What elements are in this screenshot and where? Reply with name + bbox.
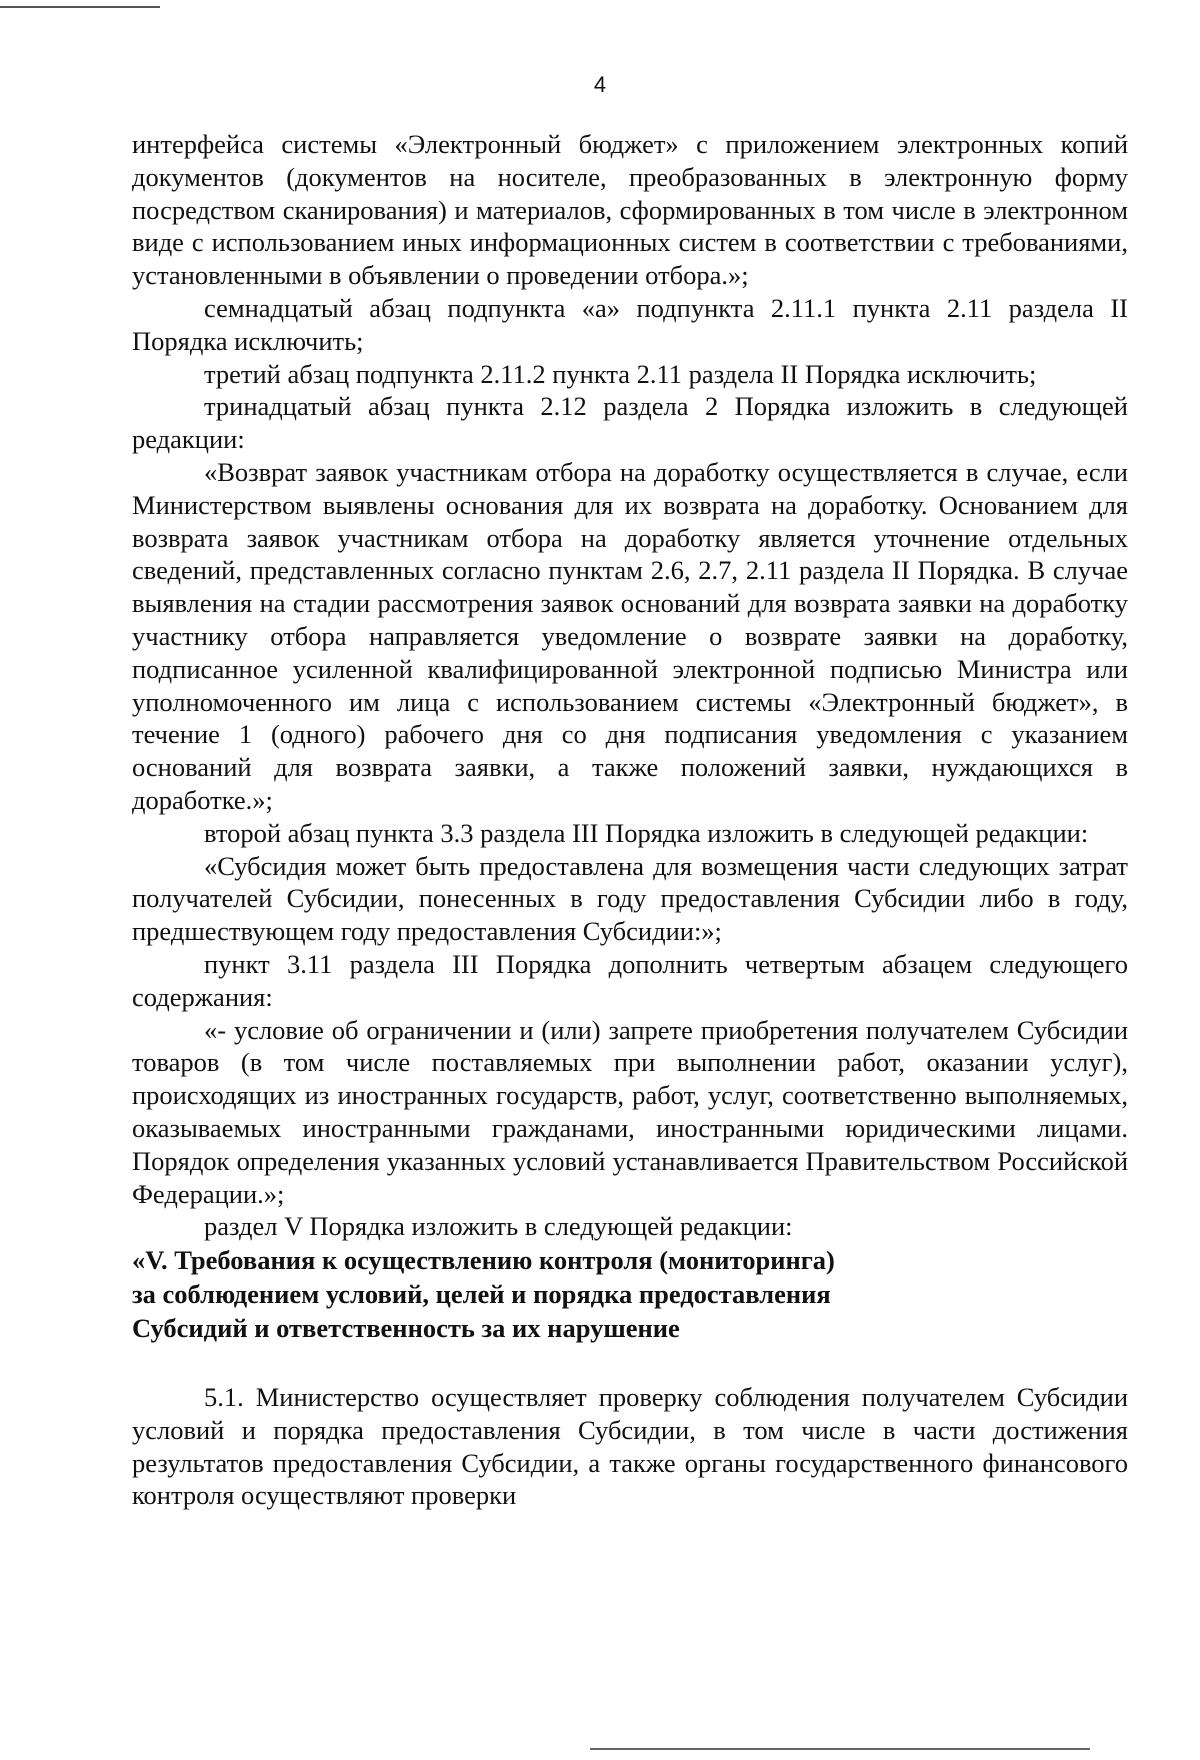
scan-artifact-bottom xyxy=(590,1748,1090,1750)
section-heading xyxy=(132,1243,1128,1345)
scan-artifact-top xyxy=(0,6,160,8)
paragraph: третий абзац подпункта 2.11.2 пункта 2.11 раздела II Порядка исключить; xyxy=(204,358,1037,389)
paragraph: «Возврат заявок участникам отбора на доработку осуществляется в случае, если Министерством выявлены основания для их возврата на доработку. Основанием для возврата заявок участникам отбора на доработку является уточнение отдельных сведений, представленных согласно пунктам 2.6, 2.7, 2.11 раздела II Порядка. В случае выявления на стадии рассмотрения заявок оснований для возврата заявки на доработку участнику отбора направляется уведомление о возврате заявки на доработку, подписанное усиленной квалифицированной электронной подписью Министра или уполномоченного им лица с использованием системы «Электронный бюджет», в течение 1 (одного) рабочего дня со дня подписания уведомления с указанием оснований для возврата заявки, а также положений заявки, нуждающихся в доработке.»; xyxy=(132,456,1128,815)
section-heading-line: Субсидий и ответственность за их нарушение xyxy=(132,1313,680,1344)
paragraph: «- условие об ограничении и (или) запрете приобретения получателем Субсидии товаров (в том числе поставляемых при выполнении работ, оказании услуг), происходящих из иностранных государств, работ, услуг, соответственно выполняемых, оказываемых иностранными гражданами, иностранными юридическими лицами. Порядок определения указанных условий устанавливается Правительством Российской Федерации.»; xyxy=(132,1014,1128,1209)
paragraph: пункт 3.11 раздела III Порядка дополнить четвертым абзацем следующего содержания: xyxy=(132,948,1128,1012)
paragraph-continuation: интерфейса системы «Электронный бюджет» с приложением электронных копий документов (документов на носителе, преобразованных в электронную форму посредством сканирования) и материалов, сформированных в том числе в электронном виде с использованием иных информационных систем в соответствии с требованиями, установленными в объявлении о проведении отбора.»; xyxy=(132,129,1128,291)
section-heading-line: «V. Требования к осуществлению контроля (мониторинга) xyxy=(132,1245,835,1276)
page-number: 4 xyxy=(593,72,607,97)
paragraph: второй абзац пункта 3.3 раздела III Порядка изложить в следующей редакции: xyxy=(204,817,1089,848)
paragraph: семнадцатый абзац подпункта «а» подпункта 2.11.1 пункта 2.11 раздела II Порядка исключить; xyxy=(132,292,1128,356)
paragraph: раздел V Порядка изложить в следующей редакции: xyxy=(204,1211,793,1242)
section-heading-line: за соблюдением условий, целей и порядка предоставления xyxy=(132,1279,831,1310)
document-body xyxy=(132,128,1128,1512)
paragraph: тринадцатый абзац пункта 2.12 раздела 2 Порядка изложить в следующей редакции: xyxy=(132,391,1128,455)
paragraph: «Субсидия может быть предоставлена для возмещения части следующих затрат получателей Субсидии, понесенных в году предоставления Субсидии либо в году, предшествующем году предоставления Субсидии:»; xyxy=(132,850,1128,947)
paragraph: 5.1. Министерство осуществляет проверку соблюдения получателем Субсидии условий и порядка предоставления Субсидии, в том числе в части достижения результатов предоставления Субсидии, а также органы государственного финансового контроля осуществляют проверки xyxy=(132,1382,1128,1511)
